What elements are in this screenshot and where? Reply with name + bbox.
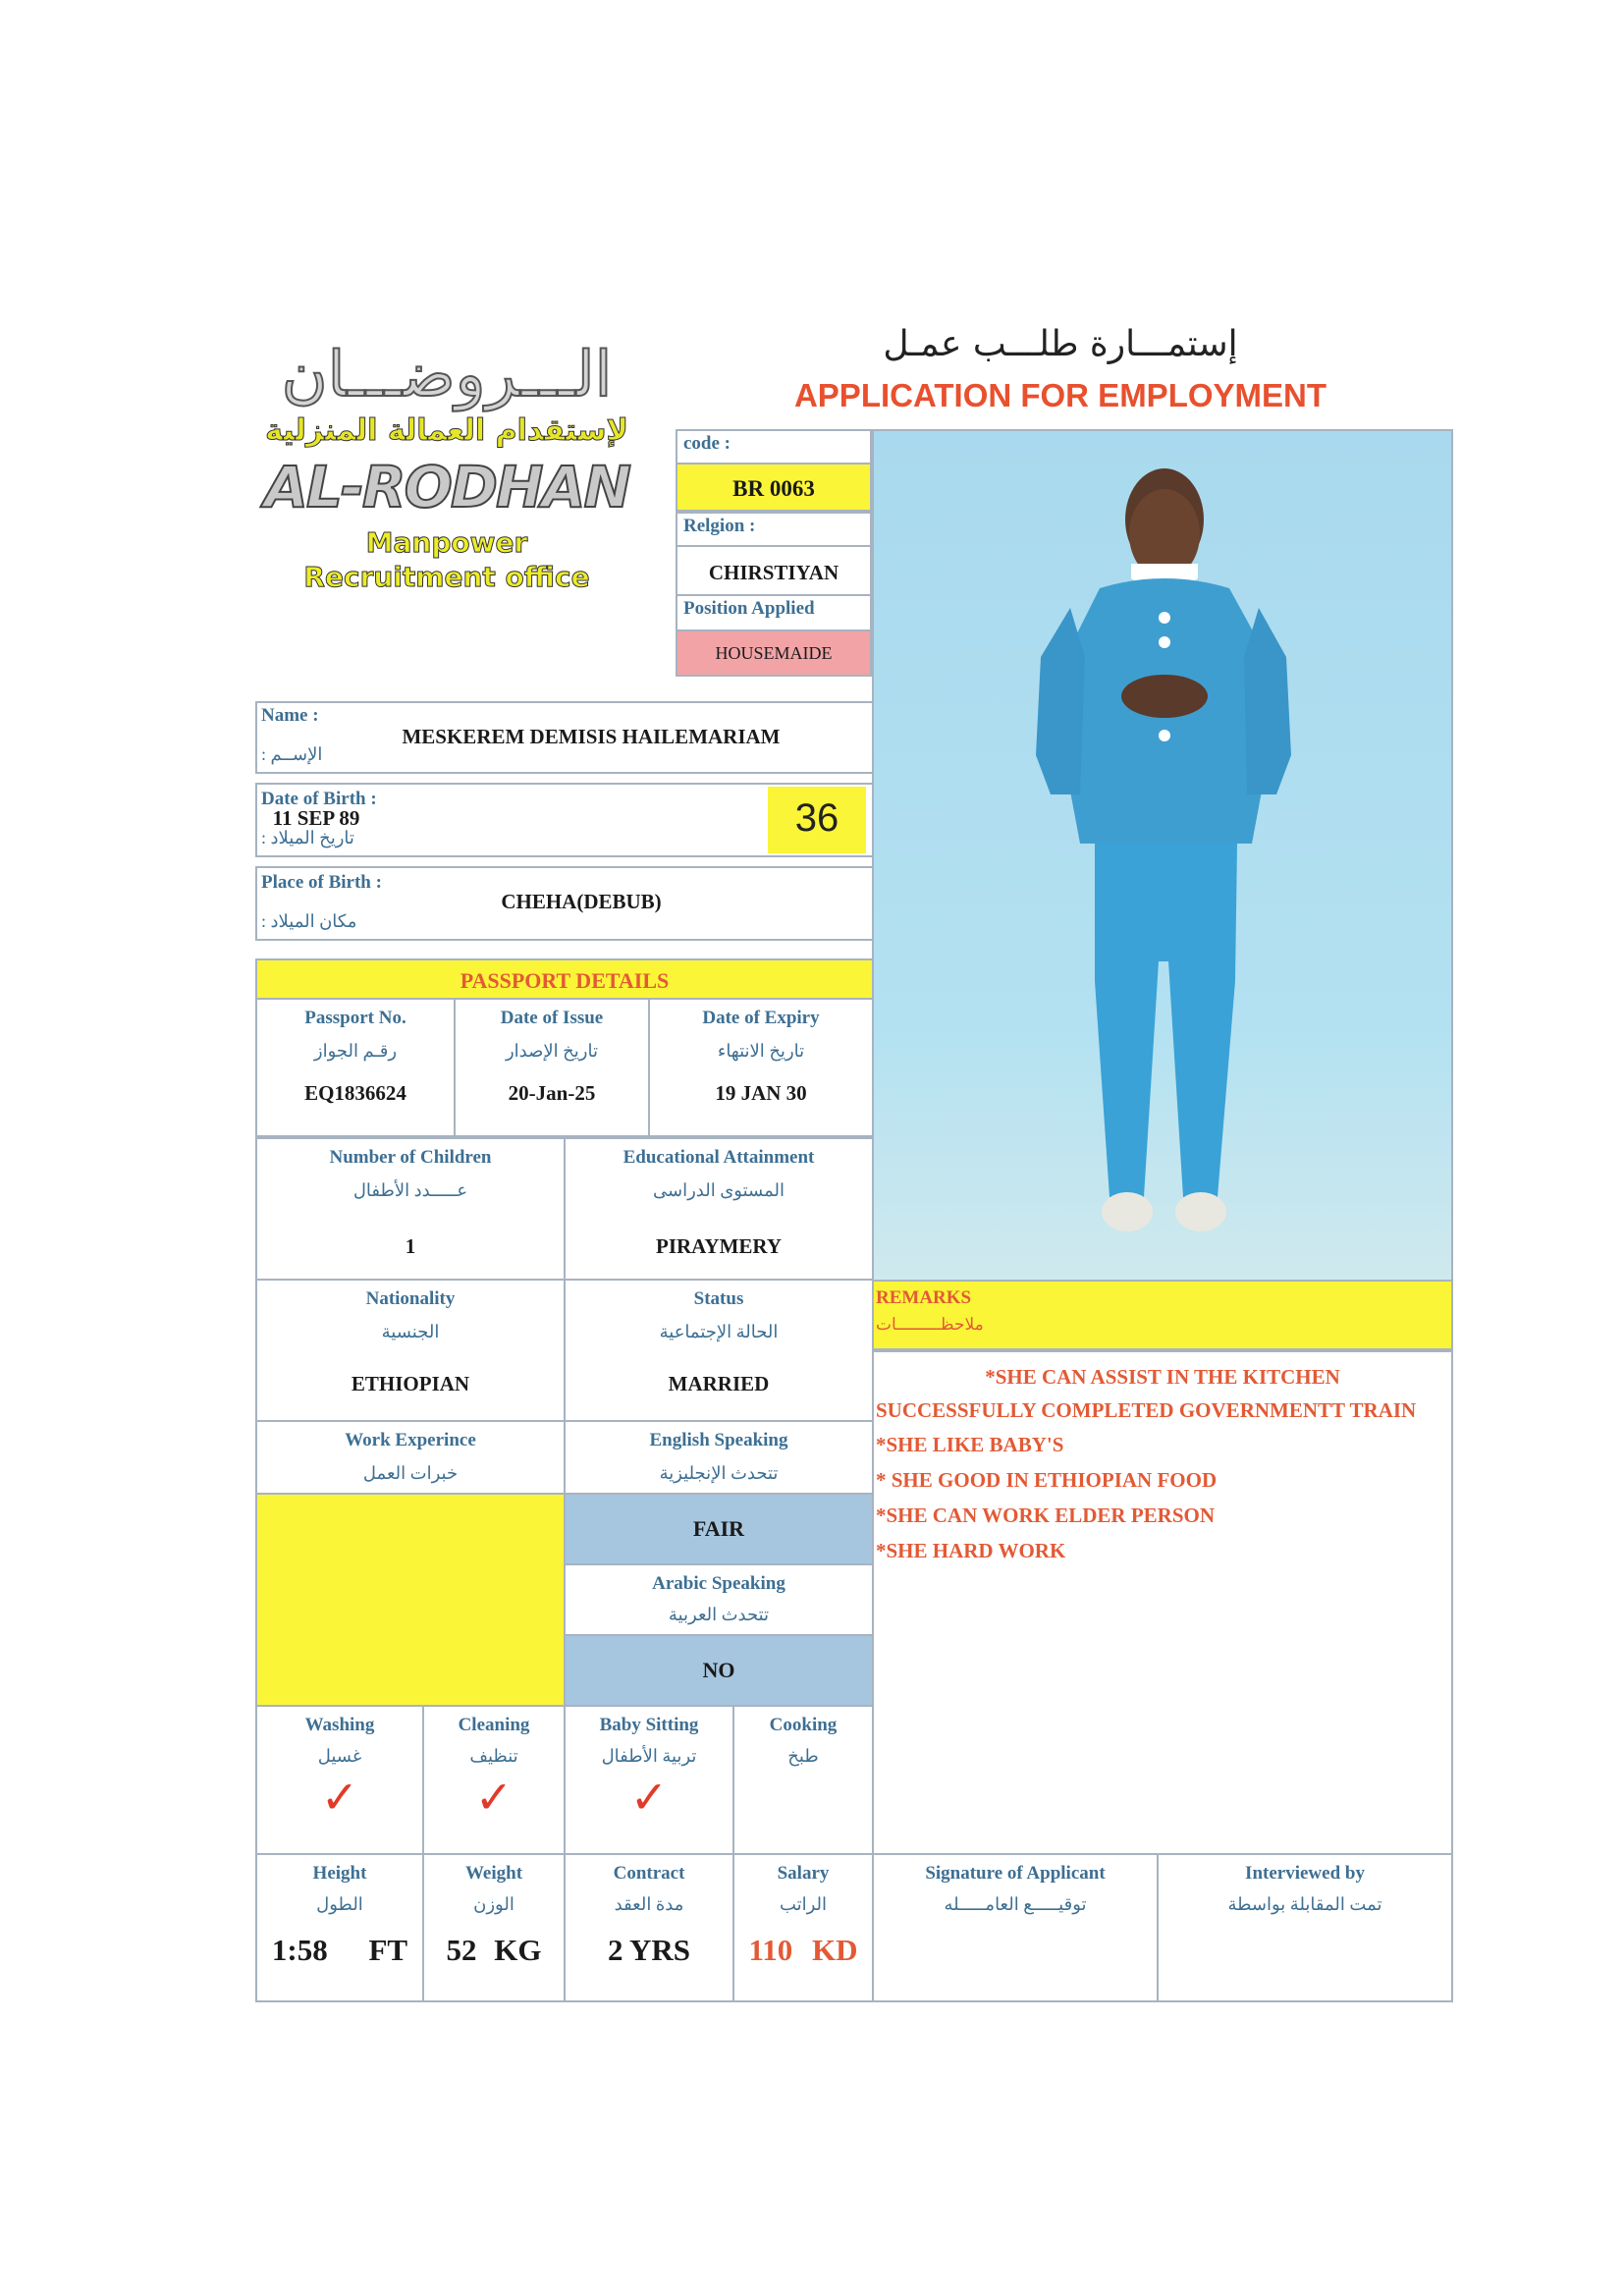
skill-babysitting-label-ar: تربية الأطفال xyxy=(601,1746,697,1766)
english-value: FAIR xyxy=(692,1516,745,1541)
english-label-cell xyxy=(564,1420,874,1495)
arabic-value: NO xyxy=(702,1658,735,1682)
title-arabic: إستمـــارة طلـــب عمـل xyxy=(883,324,1238,364)
height-cell xyxy=(255,1853,424,2002)
status-cell xyxy=(564,1279,874,1422)
name-label-en: Name : xyxy=(261,705,319,726)
education-value: PIRAYMERY xyxy=(656,1234,782,1258)
company-logo xyxy=(250,339,643,663)
passport-number-label-en: Passport No. xyxy=(304,1008,406,1028)
age-badge xyxy=(768,787,866,853)
signature-cell xyxy=(872,1853,1159,2002)
passport-issue-label-en: Date of Issue xyxy=(500,1008,604,1028)
dob-label-en: Date of Birth : xyxy=(261,789,377,809)
code-value-cell xyxy=(676,463,872,512)
passport-header xyxy=(255,958,874,1000)
religion-label: Relgion : xyxy=(683,516,756,536)
code-label: code : xyxy=(683,433,731,454)
height-label-en: Height xyxy=(312,1863,367,1884)
contract-label-en: Contract xyxy=(613,1863,685,1884)
pob-row xyxy=(255,866,874,941)
title-english: APPLICATION FOR EMPLOYMENT xyxy=(793,377,1327,413)
weight-label-ar: الوزن xyxy=(473,1894,514,1914)
education-label-ar: المستوى الدراسى xyxy=(653,1180,785,1200)
passport-expiry-value: 19 JAN 30 xyxy=(715,1081,807,1105)
children-value: 1 xyxy=(405,1234,416,1258)
arabic-value-cell xyxy=(564,1634,874,1707)
pob-value: CHEHA(DEBUB) xyxy=(501,890,662,913)
religion-value: CHIRSTIYAN xyxy=(708,561,839,584)
remarks-label-ar: ملاحظـــــــــات xyxy=(876,1315,984,1334)
logo-latin-name: AL-RODHAN xyxy=(264,454,629,520)
logo-arabic-subtitle: لإستقدام العمالة المنزلية xyxy=(265,413,628,448)
signature-label-ar: توقيـــــع العامـــــله xyxy=(944,1894,1087,1914)
height-label-ar: الطول xyxy=(316,1894,363,1914)
washing-check-icon: ✓ xyxy=(320,1771,359,1824)
remarks-label-en: REMARKS xyxy=(876,1287,972,1308)
skill-washing-cell xyxy=(255,1705,424,1855)
position-value-cell xyxy=(676,629,872,677)
cleaning-check-icon: ✓ xyxy=(474,1771,514,1824)
dob-label-ar: تاريخ الميلاد : xyxy=(261,828,354,847)
interviewed-label-en: Interviewed by xyxy=(1245,1863,1365,1884)
passport-expiry-label-ar: تاريخ الانتهاء xyxy=(717,1041,805,1061)
english-label-ar: تتحدث الإنجليزية xyxy=(659,1463,779,1483)
interviewed-cell xyxy=(1157,1853,1453,2002)
work-label-cell xyxy=(255,1420,566,1495)
dob-row xyxy=(255,783,874,857)
remark-line-5: *SHE CAN WORK ELDER PERSON xyxy=(876,1503,1216,1527)
weight-label-en: Weight xyxy=(464,1863,523,1884)
height-unit: FT xyxy=(368,1933,408,1967)
name-value: MESKEREM DEMISIS HAILEMARIAM xyxy=(402,725,781,748)
passport-number-value: EQ1836624 xyxy=(304,1081,406,1105)
logo-line-recruitment: Recruitment office xyxy=(303,561,590,593)
work-value-cell xyxy=(255,1493,566,1707)
contract-value: 2 YRS xyxy=(607,1933,691,1967)
passport-issue-cell xyxy=(454,998,650,1137)
position-label: Position Applied xyxy=(683,598,815,619)
logo-arabic-name: الـــروضـــان xyxy=(281,339,613,411)
nationality-cell xyxy=(255,1279,566,1422)
weight-cell xyxy=(422,1853,566,2002)
interviewed-label-ar: تمت المقابلة بواسطة xyxy=(1227,1894,1382,1914)
logo-line-manpower: Manpower xyxy=(365,526,528,559)
salary-value: 110 xyxy=(748,1933,793,1967)
babysitting-check-icon: ✓ xyxy=(629,1771,669,1824)
weight-value: 52 xyxy=(446,1933,477,1967)
skill-cooking-label-ar: طبخ xyxy=(787,1746,819,1766)
code-value: BR 0063 xyxy=(732,476,815,501)
arabic-label-cell xyxy=(564,1563,874,1636)
weight-unit: KG xyxy=(494,1933,542,1967)
code-label-cell xyxy=(676,429,872,465)
signature-label-en: Signature of Applicant xyxy=(925,1863,1106,1884)
passport-issue-label-ar: تاريخ الإصدار xyxy=(505,1041,598,1061)
passport-issue-value: 20-Jan-25 xyxy=(508,1081,596,1105)
remark-line-4: * SHE GOOD IN ETHIOPIAN FOOD xyxy=(876,1468,1218,1492)
skill-washing-label-ar: غسيل xyxy=(317,1746,362,1766)
salary-label-en: Salary xyxy=(777,1863,830,1884)
passport-header-label: PASSPORT DETAILS xyxy=(460,968,670,993)
education-cell xyxy=(564,1137,874,1281)
skill-cooking-cell xyxy=(732,1705,874,1855)
salary-cell xyxy=(732,1853,874,2002)
remark-line-2: SUCCESSFULLY COMPLETED GOVERNMENTT TRAIN xyxy=(876,1398,1417,1422)
religion-label-cell xyxy=(676,512,872,547)
nationality-label-en: Nationality xyxy=(365,1288,456,1309)
pob-label-ar: مكان الميلاد : xyxy=(261,911,357,931)
nationality-value: ETHIOPIAN xyxy=(351,1372,470,1395)
height-value: 1:58 xyxy=(271,1933,328,1967)
age-value: 36 xyxy=(794,796,839,840)
salary-unit: KD xyxy=(812,1933,858,1967)
religion-value-cell xyxy=(676,545,872,596)
status-value: MARRIED xyxy=(668,1372,770,1395)
person-figure xyxy=(874,431,1451,1280)
education-label-en: Educational Attainment xyxy=(623,1147,815,1168)
name-label-ar: الإســم : xyxy=(261,744,323,764)
skill-cooking-label-en: Cooking xyxy=(769,1715,838,1735)
passport-number-cell xyxy=(255,998,456,1137)
work-label-ar: خبرات العمل xyxy=(362,1463,459,1483)
remark-line-3: *SHE LIKE BABY'S xyxy=(876,1433,1064,1456)
nationality-label-ar: الجنسية xyxy=(381,1322,440,1341)
name-row xyxy=(255,701,874,774)
applicant-photo xyxy=(872,429,1453,1282)
arabic-label-ar: تتحدث العربية xyxy=(668,1605,770,1624)
status-label-ar: الحالة الإجتماعية xyxy=(659,1322,779,1341)
skill-cleaning-label-en: Cleaning xyxy=(458,1715,530,1735)
position-value: HOUSEMAIDE xyxy=(715,643,833,663)
remarks-body xyxy=(872,1350,1453,1855)
english-value-cell xyxy=(564,1493,874,1565)
salary-label-ar: الراتب xyxy=(779,1894,828,1914)
skill-cleaning-label-ar: تنظيف xyxy=(469,1746,518,1766)
remark-line-1: *SHE CAN ASSIST IN THE KITCHEN xyxy=(985,1365,1340,1389)
children-label-en: Number of Children xyxy=(329,1147,492,1168)
dob-value: 11 SEP 89 xyxy=(272,806,360,830)
remarks-header xyxy=(872,1280,1453,1350)
contract-cell xyxy=(564,1853,734,2002)
passport-number-label-ar: رقـم الجواز xyxy=(313,1041,398,1061)
pob-label-en: Place of Birth : xyxy=(261,872,382,893)
english-label-en: English Speaking xyxy=(649,1430,788,1450)
remark-line-6: *SHE HARD WORK xyxy=(876,1539,1066,1562)
children-label-ar: عـــــدد الأطفال xyxy=(352,1180,468,1200)
skill-babysitting-cell xyxy=(564,1705,734,1855)
passport-expiry-cell xyxy=(648,998,874,1137)
status-label-en: Status xyxy=(693,1288,744,1309)
skill-washing-label-en: Washing xyxy=(304,1715,375,1735)
passport-expiry-label-en: Date of Expiry xyxy=(702,1008,820,1028)
children-cell xyxy=(255,1137,566,1281)
skill-babysitting-label-en: Baby Sitting xyxy=(599,1715,699,1735)
contract-label-ar: مدة العقد xyxy=(614,1894,684,1914)
skill-cleaning-cell xyxy=(422,1705,566,1855)
arabic-label-en: Arabic Speaking xyxy=(652,1573,785,1594)
work-label-en: Work Experince xyxy=(345,1430,476,1450)
position-label-cell xyxy=(676,594,872,631)
